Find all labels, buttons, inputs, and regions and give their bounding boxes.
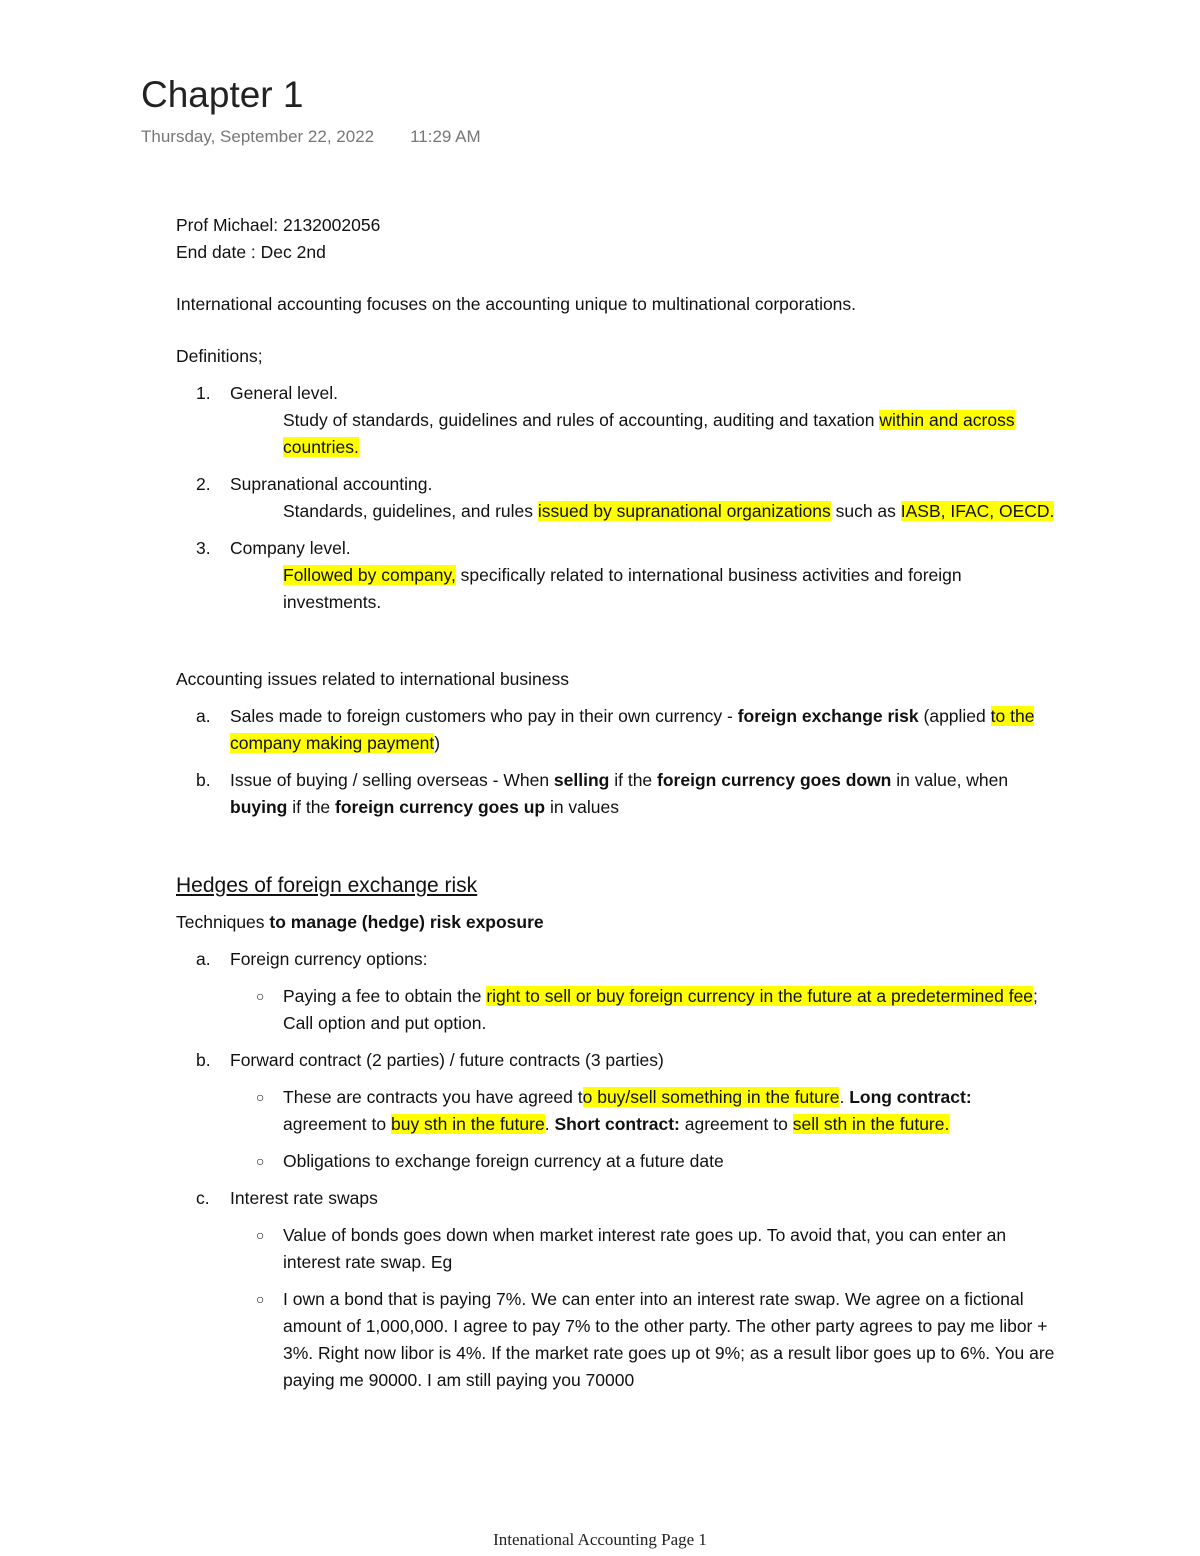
list-marker: 3. bbox=[196, 538, 211, 558]
page-title: Chapter 1 bbox=[141, 74, 304, 115]
circle-bullet-icon: ○ bbox=[256, 1291, 265, 1307]
list-marker: c. bbox=[196, 1188, 210, 1208]
definition-text: Followed by company, specifically related to international business activities and foreign investments. bbox=[283, 565, 962, 612]
intro-paragraph: International accounting focuses on the accounting unique to multinational corporations. bbox=[176, 294, 857, 314]
definition-heading: Company level. bbox=[230, 538, 351, 558]
definitions-label: Definitions; bbox=[176, 346, 263, 366]
sub-bullet: ○ Obligations to exchange foreign currency at a future date bbox=[176, 1148, 1058, 1175]
definition-item bbox=[176, 380, 1076, 407]
list-marker: 1. bbox=[196, 383, 211, 403]
list-marker: a. bbox=[196, 949, 211, 969]
sub-bullet: ○ I own a bond that is paying 7%. We can enter into an interest rate swap. We agree on a fictional amount of 1,000,000. I agree to pay 7% to the other party. The other party agrees to pay me libor + 3%. Right now libor is 4%. If the market rate goes up ot 9%; as a result libor goes up to 6%. You are paying me 90000. I am still paying you 70000 bbox=[176, 1286, 1058, 1394]
circle-bullet-icon: ○ bbox=[256, 1153, 265, 1169]
definition-item bbox=[176, 535, 1076, 562]
list-marker: b. bbox=[196, 1050, 211, 1070]
definition-heading: Supranational accounting. bbox=[230, 474, 433, 494]
circle-bullet-icon: ○ bbox=[256, 988, 265, 1004]
list-marker: 2. bbox=[196, 474, 211, 494]
issue-item: a. Sales made to foreign customers who pay in their own currency - foreign exchange risk (applied to the company making payment) bbox=[176, 703, 1060, 757]
page-date: Thursday, September 22, 2022 bbox=[141, 127, 375, 146]
sub-bullet: ○ These are contracts you have agreed to buy/sell something in the future. Long contract: agreement to buy sth in the future. Short contract: agreement to sell sth in the future. bbox=[176, 1084, 1058, 1138]
page-timestamp bbox=[141, 127, 481, 147]
issues-label: Accounting issues related to international business bbox=[176, 669, 570, 689]
issue-item: b. Issue of buying / selling overseas - When selling if the foreign currency goes down in value, when buying if the foreign currency goes up in values bbox=[176, 767, 1060, 821]
list-marker: b. bbox=[196, 770, 211, 790]
techniques-line: Techniques to manage (hedge) risk exposure bbox=[176, 912, 544, 932]
prof-line: Prof Michael: 2132002056 bbox=[176, 215, 381, 235]
end-date-line: End date : Dec 2nd bbox=[176, 242, 326, 262]
sub-bullet: ○ Paying a fee to obtain the right to sell or buy foreign currency in the future at a predetermined fee; Call option and put option. bbox=[176, 983, 1058, 1037]
hedge-item: c. Interest rate swaps bbox=[176, 1185, 1076, 1212]
list-marker: a. bbox=[196, 706, 211, 726]
definition-item bbox=[176, 471, 1076, 498]
page-time: 11:29 AM bbox=[410, 127, 481, 146]
definition-heading: General level. bbox=[230, 383, 338, 403]
circle-bullet-icon: ○ bbox=[256, 1089, 265, 1105]
definition-text: Standards, guidelines, and rules issued by supranational organizations such as IASB, IFAC, OECD. bbox=[283, 501, 1055, 521]
hedge-item: a. Foreign currency options: bbox=[176, 946, 1076, 973]
note-body[interactable] bbox=[176, 212, 1076, 1394]
page-footer: Intenational Accounting Page 1 bbox=[493, 1530, 707, 1549]
definition-text: Study of standards, guidelines and rules of accounting, auditing and taxation within and across countries. bbox=[283, 410, 1015, 457]
hedge-item: b. Forward contract (2 parties) / future contracts (3 parties) bbox=[176, 1047, 1076, 1074]
hedges-heading: Hedges of foreign exchange risk bbox=[176, 874, 478, 897]
sub-bullet: ○ Value of bonds goes down when market interest rate goes up. To avoid that, you can enter an interest rate swap. Eg bbox=[176, 1222, 1058, 1276]
circle-bullet-icon: ○ bbox=[256, 1227, 265, 1243]
